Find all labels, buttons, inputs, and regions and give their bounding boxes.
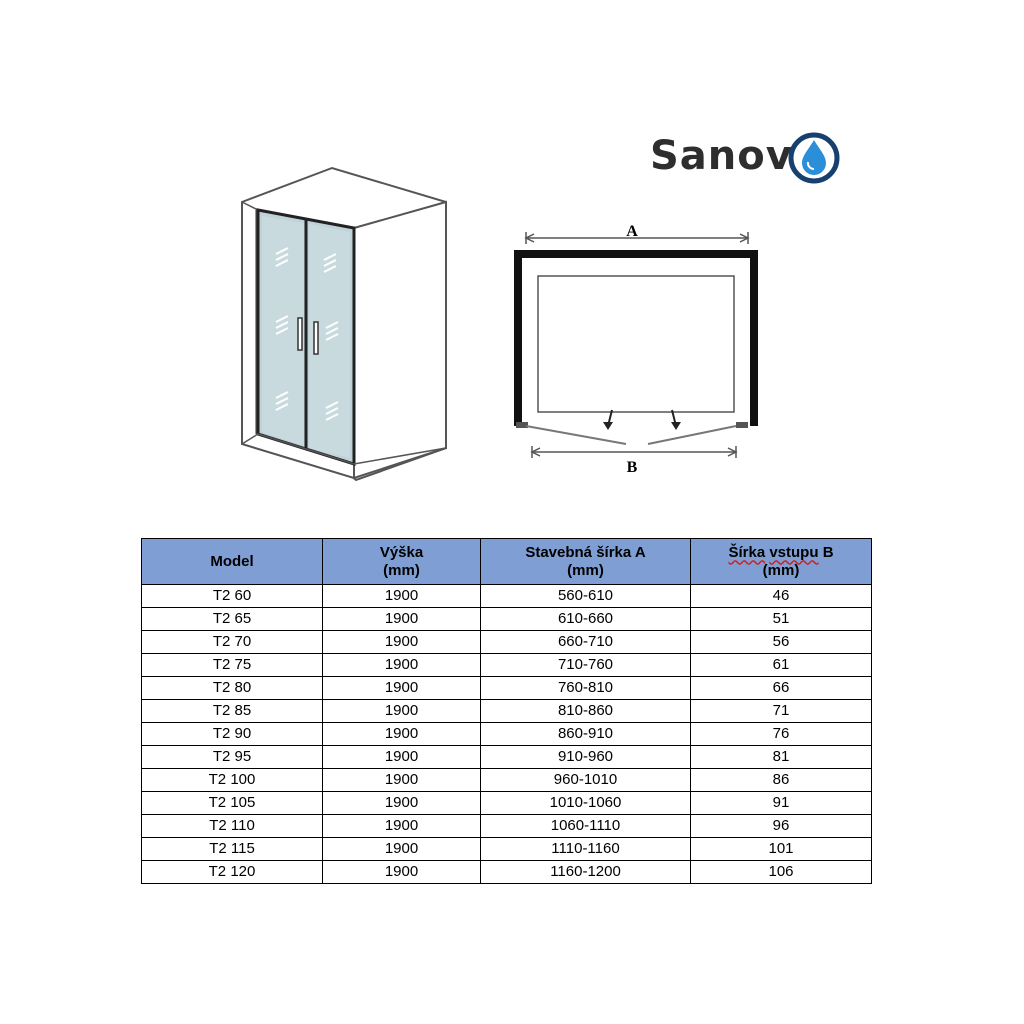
cell-width-b: 101	[691, 838, 872, 861]
cell-height: 1900	[323, 723, 481, 746]
cell-model: T2 75	[142, 654, 323, 677]
cell-model: T2 115	[142, 838, 323, 861]
cell-model: T2 95	[142, 746, 323, 769]
cell-width-a: 660-710	[481, 631, 691, 654]
cell-height: 1900	[323, 861, 481, 884]
cell-width-a: 760-810	[481, 677, 691, 700]
cell-height: 1900	[323, 792, 481, 815]
cell-width-a: 1010-1060	[481, 792, 691, 815]
cell-model: T2 60	[142, 585, 323, 608]
table-row	[142, 838, 872, 861]
table-row	[142, 861, 872, 884]
table-row	[142, 815, 872, 838]
table-row	[142, 631, 872, 654]
cell-width-b: 81	[691, 746, 872, 769]
cell-width-b: 106	[691, 861, 872, 884]
cell-height: 1900	[323, 654, 481, 677]
cell-model: T2 80	[142, 677, 323, 700]
table-row	[142, 723, 872, 746]
header-build-width-a: Stavebná šírka A (mm)	[481, 539, 691, 585]
cell-width-b: 76	[691, 723, 872, 746]
cell-width-a: 1110-1160	[481, 838, 691, 861]
table-row	[142, 769, 872, 792]
cell-model: T2 110	[142, 815, 323, 838]
header-entry-width-b: Šírka vstupu B (mm)	[691, 539, 872, 585]
shower-door-illustration	[236, 162, 452, 482]
cell-height: 1900	[323, 700, 481, 723]
cell-width-a: 610-660	[481, 608, 691, 631]
cell-height: 1900	[323, 746, 481, 769]
cell-height: 1900	[323, 838, 481, 861]
cell-width-a: 960-1010	[481, 769, 691, 792]
cell-height: 1900	[323, 631, 481, 654]
cell-width-a: 810-860	[481, 700, 691, 723]
cell-model: T2 70	[142, 631, 323, 654]
table-row	[142, 654, 872, 677]
cell-model: T2 85	[142, 700, 323, 723]
cell-width-b: 61	[691, 654, 872, 677]
header-model: Model	[142, 539, 323, 585]
cell-width-a: 1060-1110	[481, 815, 691, 838]
table-row	[142, 792, 872, 815]
header-height: Výška (mm)	[323, 539, 481, 585]
cell-model: T2 65	[142, 608, 323, 631]
cell-model: T2 100	[142, 769, 323, 792]
dimension-label-b: B	[626, 459, 638, 476]
cell-width-a: 1160-1200	[481, 861, 691, 884]
cell-width-b: 46	[691, 585, 872, 608]
cell-height: 1900	[323, 769, 481, 792]
cell-height: 1900	[323, 677, 481, 700]
cell-width-b: 51	[691, 608, 872, 631]
table-row	[142, 700, 872, 723]
table-row	[142, 746, 872, 769]
cell-width-a: 710-760	[481, 654, 691, 677]
table-body	[142, 585, 872, 884]
cell-width-a: 860-910	[481, 723, 691, 746]
water-drop-logo-icon	[784, 128, 844, 184]
cell-width-b: 91	[691, 792, 872, 815]
brand-logo	[650, 128, 793, 184]
cell-width-b: 71	[691, 700, 872, 723]
dimension-spec-table	[141, 538, 872, 884]
cell-model: T2 105	[142, 792, 323, 815]
cell-height: 1900	[323, 608, 481, 631]
cell-width-b: 56	[691, 631, 872, 654]
table-row	[142, 608, 872, 631]
brand-logo-text: Sanov	[650, 133, 793, 179]
cell-height: 1900	[323, 585, 481, 608]
cell-width-b: 86	[691, 769, 872, 792]
cell-model: T2 120	[142, 861, 323, 884]
cell-width-b: 66	[691, 677, 872, 700]
dimension-label-a: A	[626, 223, 638, 240]
cell-model: T2 90	[142, 723, 323, 746]
cell-width-a: 910-960	[481, 746, 691, 769]
cell-width-b: 96	[691, 815, 872, 838]
table-row	[142, 585, 872, 608]
table-header-row	[142, 539, 872, 585]
table-row	[142, 677, 872, 700]
top-view-dimension-diagram	[508, 218, 768, 478]
cell-width-a: 560-610	[481, 585, 691, 608]
cell-height: 1900	[323, 815, 481, 838]
